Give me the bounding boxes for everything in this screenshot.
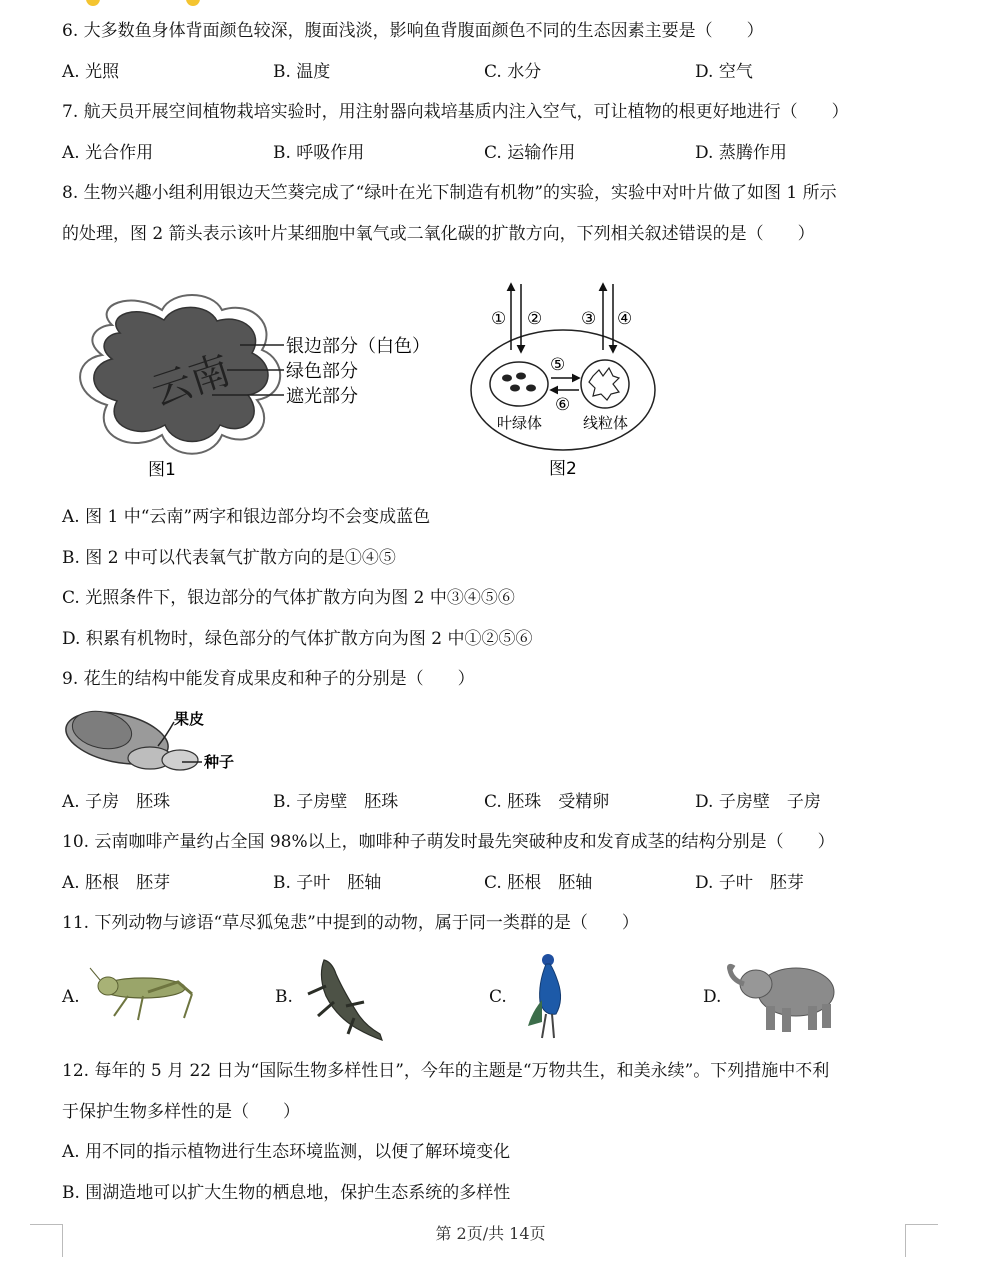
figure-2-cell xyxy=(465,280,665,480)
figure-1-leaf xyxy=(62,285,442,485)
header-logo-icon-2 xyxy=(186,0,200,6)
grasshopper-icon xyxy=(88,964,198,1026)
q12-stem-line1: 12. 每年的 5 月 22 日为“国际生物多样性日”，今年的主题是“万物共生，和美永续”。下列措施中不利 xyxy=(62,1061,830,1081)
q6-option-b: B. 温度 xyxy=(273,62,331,82)
label-pericarp: 果皮 xyxy=(174,710,205,728)
peanut-figure xyxy=(62,700,252,782)
arrow-label-5: ⑤ xyxy=(550,355,566,375)
q10-option-a: A. 胚根 胚芽 xyxy=(62,873,171,893)
header-logo-icon xyxy=(86,0,100,6)
q12-option-a: A. 用不同的指示植物进行生态环境监测，以便了解环境变化 xyxy=(62,1142,511,1162)
q7-option-a: A. 光合作用 xyxy=(62,143,154,163)
q11-stem: 11. 下列动物与谚语“草尽狐兔悲”中提到的动物，属于同一类群的是（ ） xyxy=(62,913,639,933)
q11-option-b: B. xyxy=(275,987,293,1007)
arrow-label-6: ⑥ xyxy=(555,395,571,415)
arrow-label-2: ② xyxy=(527,309,543,329)
q6-option-a: A. 光照 xyxy=(62,62,120,82)
q6-stem: 6. 大多数鱼身体背面颜色较深，腹面浅淡，影响鱼背腹面颜色不同的生态因素主要是（ ） xyxy=(62,21,764,41)
q9-option-c: C. 胚珠 受精卵 xyxy=(484,792,610,812)
elephant-icon xyxy=(726,960,842,1034)
q8-stem-line1: 8. 生物兴趣小组利用银边天竺葵完成了“绿叶在光下制造有机物”的实验，实验中对叶片做了如图 1 所示 xyxy=(62,183,837,203)
arrow-label-4: ④ xyxy=(617,309,633,329)
q8-option-b: B. 图 2 中可以代表氧气扩散方向的是①④⑤ xyxy=(62,548,396,568)
label-chloroplast: 叶绿体 xyxy=(497,414,543,432)
q8-option-a: A. 图 1 中“云南”两字和银边部分均不会变成蓝色 xyxy=(62,507,431,527)
label-silver-edge: 银边部分（白色） xyxy=(286,336,430,357)
q9-option-a: A. 子房 胚珠 xyxy=(62,792,171,812)
arrow-label-3: ③ xyxy=(581,309,597,329)
q8-option-c: C. 光照条件下，银边部分的气体扩散方向为图 2 中③④⑤⑥ xyxy=(62,588,515,608)
q8-stem-line2: 的处理，图 2 箭头表示该叶片某细胞中氧气或二氧化碳的扩散方向，下列相关叙述错误的是（ ） xyxy=(62,224,815,244)
q11-option-d: D. xyxy=(703,987,722,1007)
q7-option-d: D. 蒸腾作用 xyxy=(695,143,787,163)
crocodile-icon xyxy=(296,956,386,1042)
label-shaded-part: 遮光部分 xyxy=(286,386,358,407)
label-seed: 种子 xyxy=(204,753,235,771)
figure-2-caption: 图2 xyxy=(549,459,577,479)
peacock-icon xyxy=(512,950,572,1042)
q12-option-b: B. 围湖造地可以扩大生物的栖息地，保护生态系统的多样性 xyxy=(62,1183,511,1203)
q10-option-c: C. 胚根 胚轴 xyxy=(484,873,593,893)
leaf-text: 云南 xyxy=(145,347,236,416)
q12-stem-line2: 于保护生物多样性的是（ ） xyxy=(62,1102,300,1122)
q7-stem: 7. 航天员开展空间植物栽培实验时，用注射器向栽培基质内注入空气，可让植物的根更好地进行（ ） xyxy=(62,102,849,122)
q9-stem: 9. 花生的结构中能发育成果皮和种子的分别是（ ） xyxy=(62,669,475,689)
q7-option-b: B. 呼吸作用 xyxy=(273,143,365,163)
q7-option-c: C. 运输作用 xyxy=(484,143,576,163)
q8-option-d: D. 积累有机物时，绿色部分的气体扩散方向为图 2 中①②⑤⑥ xyxy=(62,629,533,649)
q6-option-c: C. 水分 xyxy=(484,62,542,82)
q11-option-a: A. xyxy=(62,987,80,1007)
q10-option-d: D. 子叶 胚芽 xyxy=(695,873,804,893)
q9-option-b: B. 子房壁 胚珠 xyxy=(273,792,399,812)
page-footer: 第 2页/共 14页 xyxy=(435,1224,546,1243)
q10-option-b: B. 子叶 胚轴 xyxy=(273,873,382,893)
label-mitochondria: 线粒体 xyxy=(583,414,629,432)
q9-option-d: D. 子房壁 子房 xyxy=(695,792,821,812)
q6-option-d: D. 空气 xyxy=(695,62,753,82)
figure-1-caption: 图1 xyxy=(148,460,176,480)
q10-stem: 10. 云南咖啡产量约占全国 98%以上，咖啡种子萌发时最先突破种皮和发育成茎的结构分别是（ ） xyxy=(62,832,835,852)
arrow-label-1: ① xyxy=(491,309,507,329)
q11-option-c: C. xyxy=(489,987,507,1007)
label-green-part: 绿色部分 xyxy=(286,361,358,382)
